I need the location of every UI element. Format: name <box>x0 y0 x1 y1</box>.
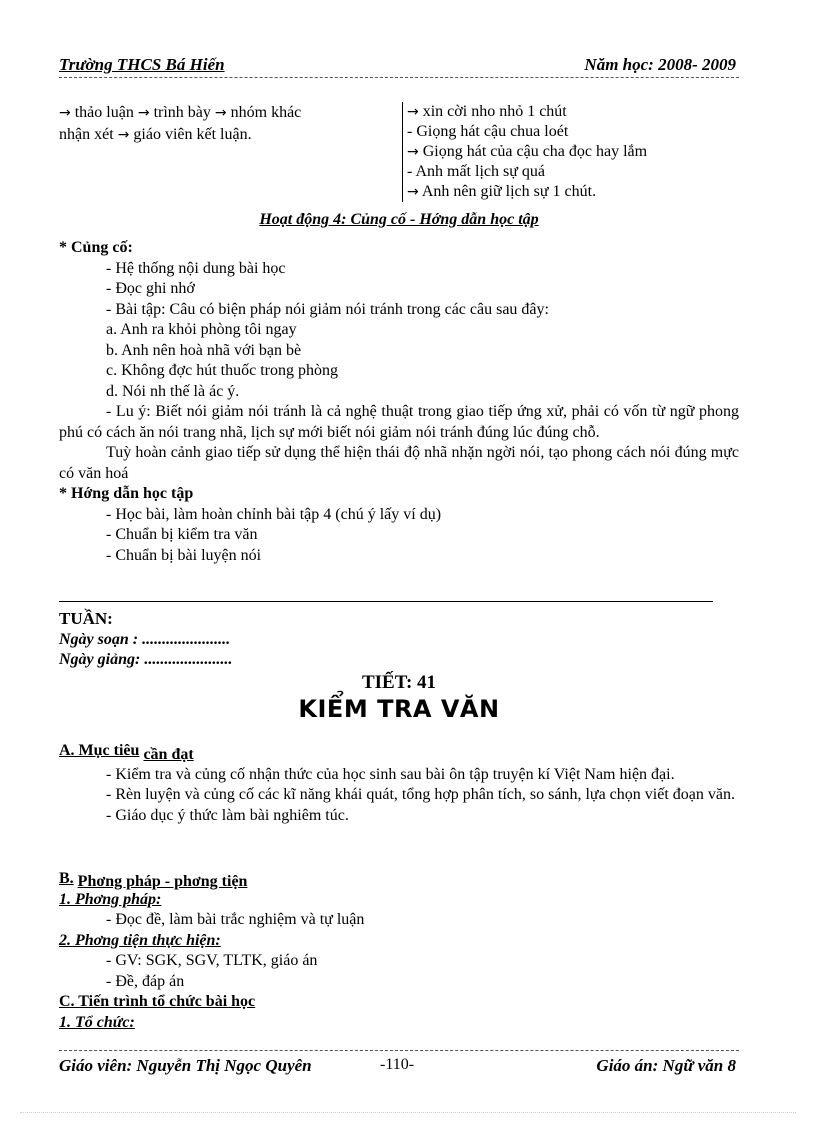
arrow-right-icon: → <box>59 105 71 121</box>
list-item: c. Không đợc hút thuốc trong phòng <box>106 362 338 379</box>
section-c-heading: C. Tiến trình tổ chức bài học <box>59 993 256 1010</box>
ngay-soan: Ngày soạn : ...................... <box>59 630 231 648</box>
section-b-sub2: 2. Phơng tiện thực hiện: <box>59 931 221 949</box>
huongdan-heading: * Hớng dẫn học tập <box>59 485 194 502</box>
example-line <box>407 142 757 162</box>
footer-teacher: Giáo viên: Nguyễn Thị Ngọc Quyên <box>59 1056 312 1075</box>
section-c-sub1: 1. Tổ chức: <box>59 1013 135 1031</box>
list-item: - Bài tập: Câu có biện pháp nói giảm nói tránh trong các câu sau đây: <box>106 300 549 318</box>
example-text: - Anh mất lịch sự quá <box>407 163 545 180</box>
list-item: - Hệ thống nội dung bài học <box>106 259 286 277</box>
activity-4-title: Hoạt động 4: Củng cố - Hớng dẫn học tập <box>259 211 539 228</box>
arrow-right-icon: → <box>407 104 419 120</box>
flow-step: giáo viên kết luận. <box>133 126 252 143</box>
section-b-heading <box>59 869 739 890</box>
list-item: - Chuẩn bị bài luyện nói <box>106 546 262 564</box>
example-text: Anh nên giữ lịch sự 1 chút. <box>421 183 597 200</box>
list-item: b. Anh nên hoà nhã với bạn bè <box>106 341 302 359</box>
tuan-label: TUẦN: <box>59 609 113 628</box>
section-a-p1: - Kiểm tra và củng cố nhận thức của học sinh sau bài ôn tập truyện kí Việt Nam hiện đại. <box>106 765 675 783</box>
list-item: - GV: SGK, SGV, TLTK, giáo án <box>106 952 318 969</box>
top-left-line-2 <box>59 124 389 146</box>
list-item: a. Anh ra khỏi phòng tôi ngay <box>106 321 297 338</box>
header-rule <box>59 77 739 78</box>
example-text: - Giọng hát cậu chua loét <box>407 123 569 140</box>
section-b-sub1: 1. Phơng pháp: <box>59 890 162 908</box>
flow-step: trình bày <box>153 104 211 121</box>
example-line <box>407 162 757 182</box>
lesson-title: KIỂM TRA VĂN <box>298 695 500 723</box>
ngay-giang: Ngày giảng: ...................... <box>59 651 233 668</box>
top-right-column <box>402 102 757 202</box>
list-item: d. Nói nh thế là ác ý. <box>106 382 240 400</box>
list-item: - Đọc đề, làm bài trắc nghiệm và tự luận <box>106 911 365 928</box>
section-b <box>59 869 739 1033</box>
section-a-title: A. Mục tiêu <box>59 742 140 759</box>
flow-step: nhóm khác <box>230 104 302 121</box>
top-left-line-1 <box>59 102 389 124</box>
cungco-heading: * Củng cố: <box>59 239 133 256</box>
flow-step: thảo luận <box>74 104 134 121</box>
flow-step: nhận xét <box>59 126 114 143</box>
section-a-p2: - Rèn luyện và củng cố các kĩ năng khái quát, tổng hợp phân tích, so sánh, lựa chọn viết đoạn văn. <box>106 786 735 803</box>
section-a-heading <box>59 741 739 762</box>
lesson-meta <box>59 609 232 671</box>
example-text: xin cời nho nhỏ 1 chút <box>422 103 567 120</box>
footer-rule <box>59 1050 739 1051</box>
header-school: Trường THCS Bá Hiến <box>59 55 225 74</box>
top-left-column <box>59 102 389 146</box>
luuy-paragraph: - Lu ý: Biết nói giảm nói tránh là cả nghệ thuật trong giao tiếp ứng xử, phải có vốn từ ngữ phong phú có cách ăn nói trang nhã, lịch sự mới biết nói giảm nói tránh đúng lúc đúng chỗ. <box>59 403 739 441</box>
arrow-right-icon: → <box>214 105 227 121</box>
example-line <box>407 122 757 142</box>
section-a-p3: - Giáo dục ý thức làm bài nghiêm túc. <box>106 806 349 824</box>
section-a <box>59 741 739 826</box>
header-year: Năm học: 2008- 2009 <box>584 55 736 74</box>
arrow-right-icon: → <box>407 184 419 200</box>
page-bottom-edge <box>20 1112 796 1113</box>
list-item: - Đọc ghi nhớ <box>106 280 195 297</box>
example-line <box>407 102 757 122</box>
section-a-title-suffix: cần đạt <box>143 746 194 763</box>
arrow-right-icon: → <box>407 144 419 160</box>
list-item: - Học bài, làm hoàn chỉnh bài tập 4 (chú ý lấy ví dụ) <box>106 505 442 523</box>
arrow-right-icon: → <box>137 105 150 121</box>
arrow-right-icon: → <box>117 127 130 143</box>
section-divider <box>59 601 713 602</box>
example-line <box>407 182 757 202</box>
activity-4-body <box>59 238 739 566</box>
footer-plan: Giáo án: Ngữ văn 8 <box>596 1056 736 1075</box>
lesson-number: TIẾT: 41 <box>361 672 437 693</box>
list-item: - Đề, đáp án <box>106 972 185 990</box>
footer-page-number: -110- <box>380 1056 415 1073</box>
section-b-letter: B. <box>59 870 74 887</box>
section-b-title: Phơng pháp - phơng tiện <box>77 873 248 890</box>
tuy-paragraph: Tuỳ hoàn cảnh giao tiếp sử dụng thể hiện thái độ nhã nhặn ngời nói, tạo phong cách nói đúng mực có văn hoá <box>59 444 739 482</box>
list-item: - Chuẩn bị kiểm tra văn <box>106 526 258 543</box>
example-text: Giọng hát của cậu cha đọc hay lắm <box>422 143 648 160</box>
